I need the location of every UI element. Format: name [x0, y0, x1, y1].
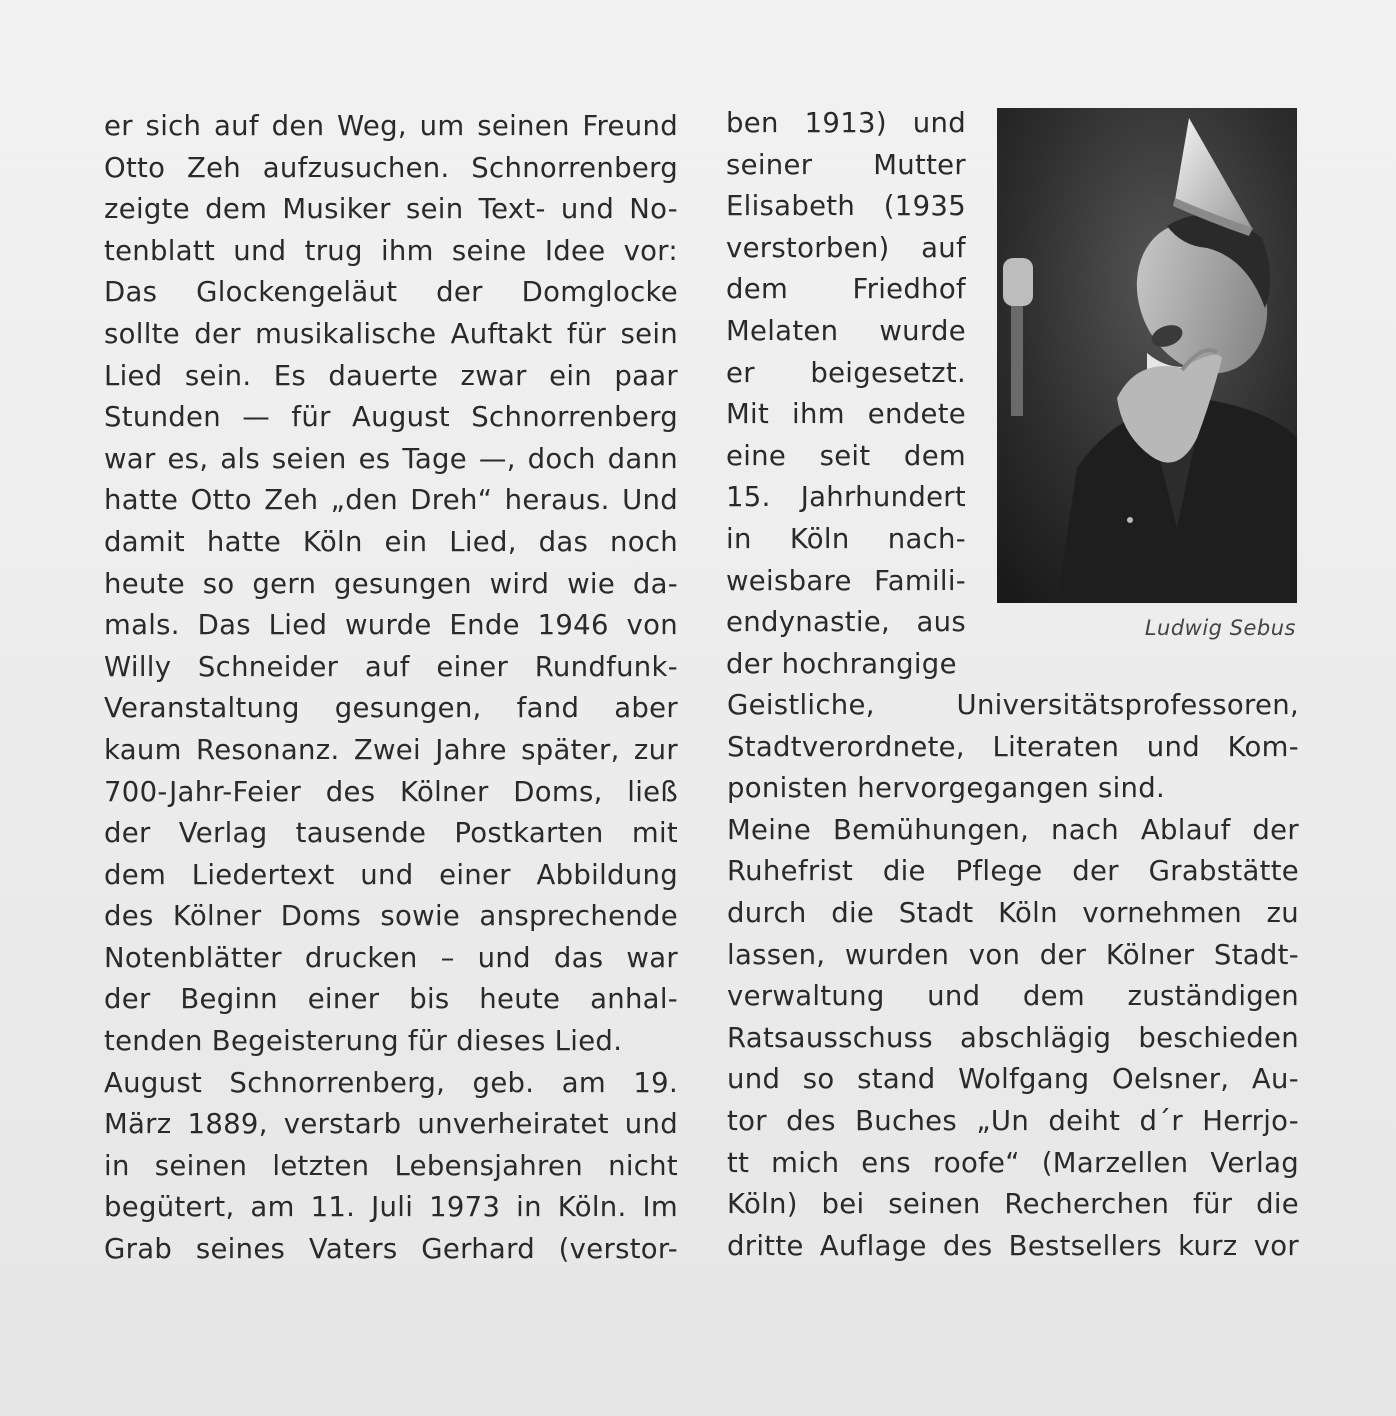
text-line: in seinen letzten Lebensjahren nicht: [104, 1149, 678, 1182]
text-line: tor des Buches „Un deiht d´r Herrjo-: [727, 1104, 1299, 1137]
text-line: verstorben) auf: [726, 231, 966, 264]
text-line: Elisabeth (1935: [726, 190, 966, 223]
text-line: und so stand Wolfgang Oelsner, Au-: [727, 1063, 1299, 1096]
text-line: hatte Otto Zeh „den Dreh“ heraus. Und: [104, 484, 678, 517]
text-line: verwaltung und dem zuständigen: [727, 980, 1299, 1013]
text-line: eine seit dem: [726, 439, 966, 472]
text-line: der Verlag tausende Postkarten mit: [104, 817, 678, 850]
text-line: seiner Mutter: [726, 148, 966, 181]
text-line: Das Glockengeläut der Domglocke: [104, 276, 678, 309]
text-line: Lied sein. Es dauerte zwar ein paar: [104, 359, 678, 392]
text-line: tt mich ens roofe“ (Marzellen Verlag: [727, 1146, 1299, 1179]
text-line: tenden Begeisterung für dieses Lied.: [104, 1025, 623, 1058]
text-line: dem Liedertext und einer Abbildung: [104, 858, 678, 891]
text-line: des Kölner Doms sowie ansprechende: [104, 900, 678, 933]
text-line: Grab seines Vaters Gerhard (verstor-: [104, 1233, 678, 1266]
text-line: in Köln nach-: [726, 522, 966, 555]
text-line: sollte der musikalische Auftakt für sein: [104, 317, 678, 350]
portrait-photo: [997, 108, 1297, 603]
text-line: der hochrangige: [726, 647, 957, 680]
text-line: zeigte dem Musiker sein Text- und No-: [104, 193, 678, 226]
text-line: kaum Resonanz. Zwei Jahre später, zur: [104, 733, 678, 766]
text-line: Melaten wurde: [726, 314, 966, 347]
text-line: März 1889, verstarb unverheiratet und: [104, 1108, 678, 1141]
text-line: Köln) bei seinen Recherchen für die: [727, 1188, 1299, 1221]
text-line: dritte Auflage des Bestsellers kurz vor: [727, 1229, 1299, 1262]
text-line: Ruhefrist die Pflege der Grabstätte: [727, 855, 1299, 888]
text-line: dem Friedhof: [726, 273, 966, 306]
text-line: heute so gern gesungen wird wie da-: [104, 567, 678, 600]
singer-illustration: [997, 108, 1297, 603]
text-line: ben 1913) und: [726, 107, 966, 139]
text-line: 700-Jahr-Feier des Kölner Doms, ließ: [104, 775, 678, 808]
text-line: August Schnorrenberg, geb. am 19.: [104, 1066, 678, 1099]
text-line: der Beginn einer bis heute anhal-: [104, 983, 678, 1016]
text-line: Willy Schneider auf einer Rundfunk-: [104, 650, 678, 683]
text-line: Stadtverordnete, Literaten und Kom-: [727, 730, 1299, 763]
text-line: ponisten hervorgegangen sind.: [727, 772, 1166, 805]
text-line: mals. Das Lied wurde Ende 1946 von: [104, 609, 678, 642]
text-line: war es, als seien es Tage —, doch dann: [104, 442, 678, 475]
left-text-column: [104, 106, 678, 1271]
text-line: endynastie, aus: [726, 606, 966, 639]
text-line: durch die Stadt Köln vornehmen zu: [727, 896, 1299, 929]
text-line: Mit ihm endete: [726, 398, 966, 431]
text-line: Stunden — für August Schnorrenberg: [104, 401, 678, 434]
text-line: Otto Zeh aufzusuchen. Schnorrenberg: [104, 151, 678, 184]
text-line: Geistliche, Universitätsprofessoren,: [727, 689, 1299, 721]
text-line: Ratsausschuss abschlägig beschieden: [727, 1021, 1299, 1054]
text-line: Notenblätter drucken – und das war: [104, 941, 678, 974]
text-line: Veranstaltung gesungen, fand aber: [104, 692, 678, 725]
text-line: Meine Bemühungen, nach Ablauf der: [727, 813, 1299, 846]
right-narrow-text-column: [726, 103, 966, 685]
text-line: weisbare Famili-: [726, 564, 966, 597]
text-line: er beigesetzt.: [726, 356, 966, 389]
right-wide-text-column: [727, 685, 1299, 1267]
text-line: damit hatte Köln ein Lied, das noch: [104, 525, 678, 558]
text-line: 15. Jahrhundert: [726, 481, 966, 514]
text-line: begütert, am 11. Juli 1973 in Köln. Im: [104, 1191, 678, 1224]
text-line: er sich auf den Weg, um seinen Freund: [104, 110, 678, 142]
text-line: tenblatt und trug ihm seine Idee vor:: [104, 234, 678, 267]
photo-caption: Ludwig Sebus: [1144, 616, 1296, 640]
text-line: lassen, wurden von der Kölner Stadt-: [727, 938, 1299, 971]
